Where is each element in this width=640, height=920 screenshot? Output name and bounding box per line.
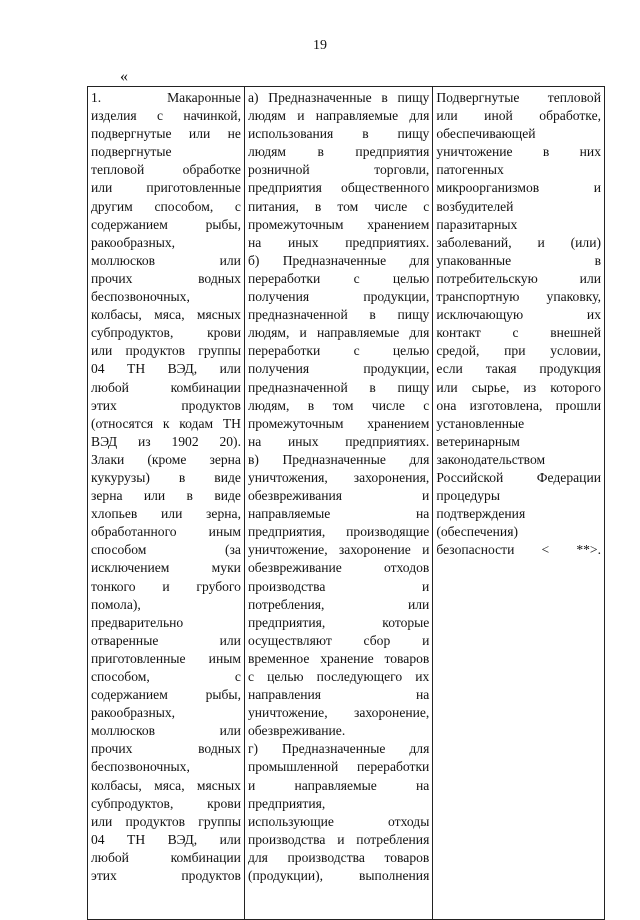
text-line: получения продукции, [247, 289, 430, 305]
table-row [88, 87, 605, 920]
text-line: субпродуктов, крови [91, 325, 241, 341]
opening-quote-mark: « [120, 68, 128, 85]
text-line: хлопьев или зерна, [91, 506, 241, 522]
text-line: заболеваний, и (или) [436, 234, 601, 250]
text-line: предварительно [91, 614, 184, 630]
text-line: колбасы, мяса, мясных [91, 777, 241, 793]
text-line: подвергнутые или не [91, 126, 241, 142]
text-line: или продуктов группы [91, 343, 241, 359]
text-line: предприятия общественного [247, 180, 430, 196]
text-line: установленные [436, 415, 525, 431]
text-line: промежуточным хранением [247, 216, 430, 232]
text-line: промышленной переработки [247, 759, 430, 775]
text-line: транспортную упаковку, [436, 289, 601, 305]
text-line: исключающую их [436, 307, 601, 323]
text-line: если такая продукция [436, 361, 601, 377]
text-line: беспозвоночных, [91, 289, 190, 305]
text-line: производства и [247, 578, 430, 594]
text-line: прочих водных [91, 741, 241, 757]
conditions-cell [433, 87, 605, 920]
text-line: законодательством [436, 451, 546, 467]
text-line: Подвергнутые тепловой [436, 90, 601, 105]
text-line: (продукции), выполнения [247, 868, 430, 884]
text-line: прочих водных [91, 270, 241, 286]
text-line: осуществляют сбор и [247, 632, 430, 648]
text-line: потребительскую или [436, 270, 601, 286]
text-line: промежуточным хранением [247, 415, 430, 431]
text-line: потребления, или [247, 596, 430, 612]
text-line: упакованные в [436, 252, 601, 268]
text-line: другим способом, с [91, 198, 241, 214]
purpose-text [248, 89, 429, 885]
text-line: получения продукции, [247, 361, 430, 377]
text-line: (относятся к кодам ТН [91, 415, 241, 431]
text-line: для производства товаров [247, 849, 430, 865]
text-line: помола), [91, 596, 141, 612]
text-line: или иной обработке, [436, 108, 601, 124]
text-line: она изготовлена, прошли [436, 397, 601, 413]
text-line: предназначенной в пищу [247, 307, 430, 323]
text-line: обработанного иным [91, 524, 241, 540]
text-line: или приготовленные [91, 180, 241, 196]
text-line: обеспечивающей [436, 126, 536, 142]
text-line: производства и потребления [247, 831, 430, 847]
text-line: возбудителей [436, 198, 514, 214]
text-line: предприятия, [247, 795, 326, 811]
text-line: использования в пищу [247, 126, 430, 142]
product-description-cell [88, 87, 245, 920]
text-line: паразитарных [436, 216, 518, 232]
text-line: на иных предприятиях. [247, 234, 430, 250]
conditions-text [436, 89, 601, 559]
text-line: патогенных [436, 162, 504, 178]
text-line: этих продуктов [91, 397, 241, 413]
text-line: г) Предназначенные для [247, 741, 430, 757]
purpose-cell [244, 87, 432, 920]
text-line: кукурузы) в виде [91, 469, 241, 485]
text-line: предприятия, которые [247, 614, 430, 630]
text-line: переработки с целью [247, 270, 430, 286]
text-line: содержанием рыбы, [91, 216, 241, 232]
text-line: переработки с целью [247, 343, 430, 359]
text-line: контакт с внешней [436, 325, 601, 341]
text-line: исключением муки [91, 560, 241, 576]
text-line: содержанием рыбы, [91, 687, 241, 703]
text-line: уничтожение в них [436, 144, 601, 160]
text-line: безопасности < **>. [436, 542, 601, 558]
text-line: способом (за [91, 542, 241, 558]
text-line: временное хранение товаров [247, 650, 430, 666]
text-line: 1. Макаронные [91, 90, 241, 105]
text-line: предприятия, производящие [247, 524, 430, 540]
text-line: тепловой обработке [91, 162, 241, 178]
text-line: людям и направляемые для [247, 108, 430, 124]
text-line: моллюсков или [91, 252, 241, 268]
text-line: розничной торговли, [247, 162, 430, 178]
text-line: предназначенной в пищу [247, 379, 430, 395]
text-line: процедуры [436, 488, 500, 504]
text-line: любой комбинации [91, 379, 241, 395]
text-line: ракообразных, [91, 234, 176, 250]
text-line: и направляемые на [247, 777, 430, 793]
text-line: людям в предприятия [247, 144, 430, 160]
text-line: субпродуктов, крови [91, 795, 241, 811]
text-line: направляемые на [247, 506, 430, 522]
text-line: уничтожения, захоронения, [247, 469, 430, 485]
text-line: уничтожение, захоронение, [247, 705, 430, 721]
text-line: б) Предназначенные для [247, 252, 430, 268]
text-line: на иных предприятиях. [247, 433, 430, 449]
text-line: беспозвоночных, [91, 759, 190, 775]
text-line: ветеринарным [436, 433, 520, 449]
text-line: средой, при условии, [436, 343, 601, 359]
text-line: направления на [247, 687, 430, 703]
text-line: Злаки (кроме зерна [91, 451, 241, 467]
text-line: подвергнутые [91, 144, 172, 160]
text-line: подтверждения [436, 506, 526, 522]
text-line: зерна или в виде [91, 488, 241, 504]
text-line: обезвреживания и [247, 488, 430, 504]
text-line: а) Предназначенные в пищу [247, 90, 430, 105]
text-line: колбасы, мяса, мясных [91, 307, 241, 323]
text-line: в) Предназначенные для [247, 451, 430, 467]
text-line: приготовленные иным [91, 650, 241, 666]
text-line: (обеспечения) [436, 524, 518, 540]
text-line: моллюсков или [91, 723, 241, 739]
text-line: ВЭД из 1902 20). [91, 433, 241, 449]
product-description-text [91, 89, 241, 885]
text-line: 04 ТН ВЭД, или [91, 831, 241, 847]
text-line: 04 ТН ВЭД, или [91, 361, 241, 377]
text-line: людям, и направляемые для [247, 325, 430, 341]
text-line: способом, с [91, 669, 241, 684]
text-line: или сырье, из которого [436, 379, 601, 395]
text-line: использующие отходы [247, 813, 430, 829]
text-line: уничтожение, захоронение и [247, 542, 430, 558]
page-number: 19 [313, 38, 327, 53]
text-line: любой комбинации [91, 849, 241, 865]
text-line: отваренные или [91, 632, 241, 648]
text-line: обезвреживание. [247, 723, 346, 739]
text-line: изделия с начинкой, [91, 108, 241, 124]
text-line: Российской Федерации [436, 469, 601, 485]
text-line: питания, в том числе с [247, 198, 430, 214]
text-line: тонкого и грубого [91, 578, 241, 594]
text-line: ракообразных, [91, 705, 176, 721]
text-line: микроорганизмов и [436, 180, 601, 196]
regulation-table [87, 86, 605, 920]
text-line: или продуктов группы [91, 813, 241, 829]
text-line: с целью последующего их [247, 669, 430, 684]
text-line: людям, в том числе с [247, 397, 430, 413]
text-line: обезвреживание отходов [247, 560, 430, 576]
text-line: этих продуктов [91, 868, 241, 884]
